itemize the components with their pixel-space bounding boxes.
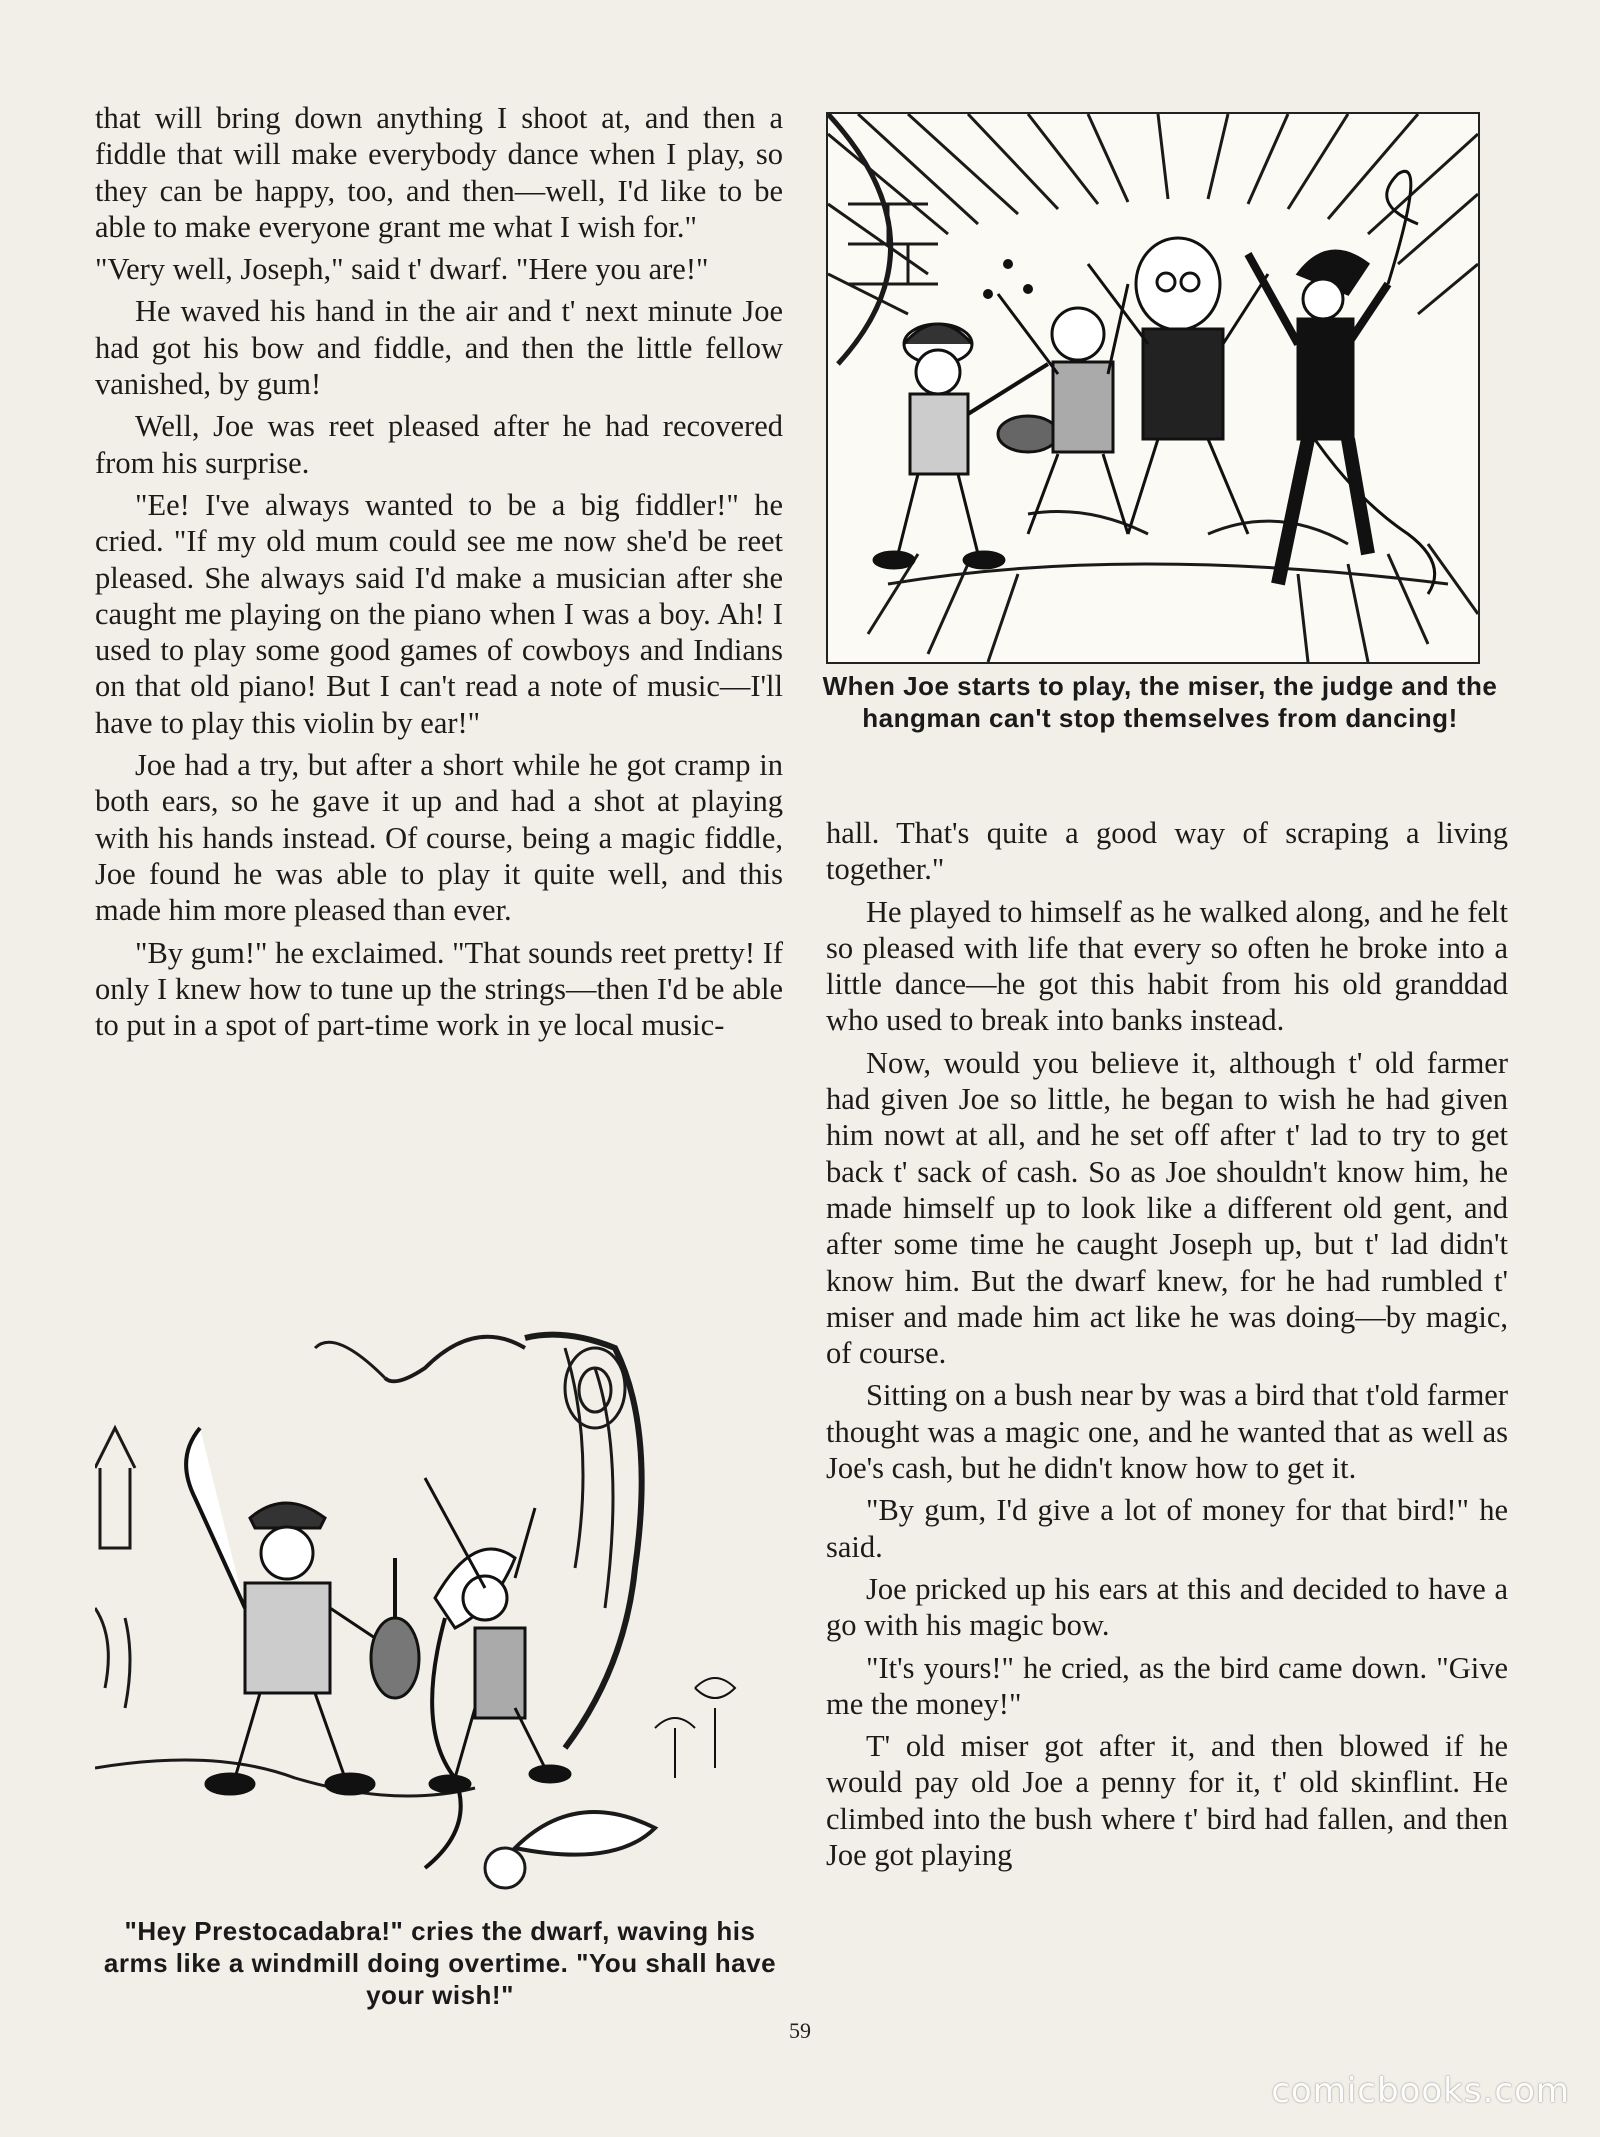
dwarf-wish-illustration	[95, 1308, 785, 1900]
right-paragraph-7: "It's yours!" he cried, as the bird came down. "Give me the money!"	[826, 1650, 1508, 1721]
left-paragraph-1: that will bring down anything I shoot at, and then a fiddle that will make everybody dance when I play, so they can be happy, too, and then—well, I'd like to be able to make everyone grant me what I wish for."	[95, 101, 783, 244]
right-text-column	[826, 815, 1508, 1879]
left-text-column	[95, 100, 783, 1049]
watermark: comicbooks.com	[1271, 2071, 1570, 2111]
right-paragraph-1: hall. That's quite a good way of scraping a living together."	[826, 816, 1508, 887]
music-notes-icon	[983, 259, 1033, 299]
right-paragraph-6: Joe pricked up his ears at this and decided to have a go with his magic bow.	[826, 1571, 1508, 1643]
dancing-scene-illustration	[826, 112, 1480, 664]
left-paragraph-5: "Ee! I've always wanted to be a big fiddler!" he cried. "If my old mum could see me now she'd be reet pleased. She always said I'd make a musician after she caught me playing on the piano when I was a boy. Ah! I used to play some good games of cowboys and Indians on that old piano! But I can't read a note of music—I'll have to play this violin by ear!"	[95, 487, 783, 740]
right-paragraph-2: He played to himself as he walked along, and he felt so pleased with life that every so often he broke into a little dance—he got this habit from his old granddad who used to break into banks instead.	[826, 894, 1508, 1038]
right-paragraph-5: "By gum, I'd give a lot of money for that bird!" he said.	[826, 1493, 1508, 1564]
right-paragraph-4: Sitting on a bush near by was a bird that t'old farmer thought was a magic one, and he wanted that as well as Joe's cash, but he didn't know how to get it.	[826, 1378, 1508, 1486]
left-paragraph-3: He waved his hand in the air and t' next minute Joe had got his bow and fiddle, and then the little fellow vanished, by gum!	[95, 294, 783, 402]
left-paragraph-2: "Very well, Joseph," said t' dwarf. "Here you are!"	[95, 252, 709, 287]
left-paragraph-7: "By gum!" he exclaimed. "That sounds reet pretty! If only I knew how to tune up the strings—then I'd be able to put in a spot of part-time work in ye local music-	[95, 935, 784, 1043]
right-paragraph-8: T' old miser got after it, and then blowed if he would pay old Joe a penny for it, t' old skinflint. He climbed into the bush where t' bird had fallen, and then Joe got playing	[826, 1729, 1508, 1873]
bottom-illustration-caption: "Hey Prestocadabra!" cries the dwarf, waving his arms like a windmill doing overtime. "You shall have your wish!"	[103, 1916, 777, 2010]
right-paragraph-3: Now, would you believe it, although t' old farmer had given Joe so little, he began to wish he had given him nowt at all, and he set off after t' lad to try to get back t' sack of cash. So as Joe shouldn't know him, he made himself up to look like a different old gent, and after some time he caught Joseph up, but t' lad didn't know him. But the dwarf knew, for he had rumbled t' miser and made him act like he was doing—by magic, of course.	[826, 1045, 1508, 1371]
left-paragraph-6: Joe had a try, but after a short while he got cramp in both ears, so he gave it up and had a shot at playing with his hands instead. Of course, being a magic fiddle, Joe found he was able to play it quite well, and this made him more pleased than ever.	[95, 748, 783, 928]
dwarf-wish-drawing	[95, 1308, 785, 1900]
page-number: 59	[789, 2018, 811, 2043]
left-paragraph-4: Well, Joe was reet pleased after he had recovered from his surprise.	[95, 409, 783, 480]
top-illustration-caption: When Joe starts to play, the miser, the judge and the hangman can't stop themselves from dancing!	[822, 671, 1498, 733]
dancing-scene-drawing	[828, 114, 1478, 662]
